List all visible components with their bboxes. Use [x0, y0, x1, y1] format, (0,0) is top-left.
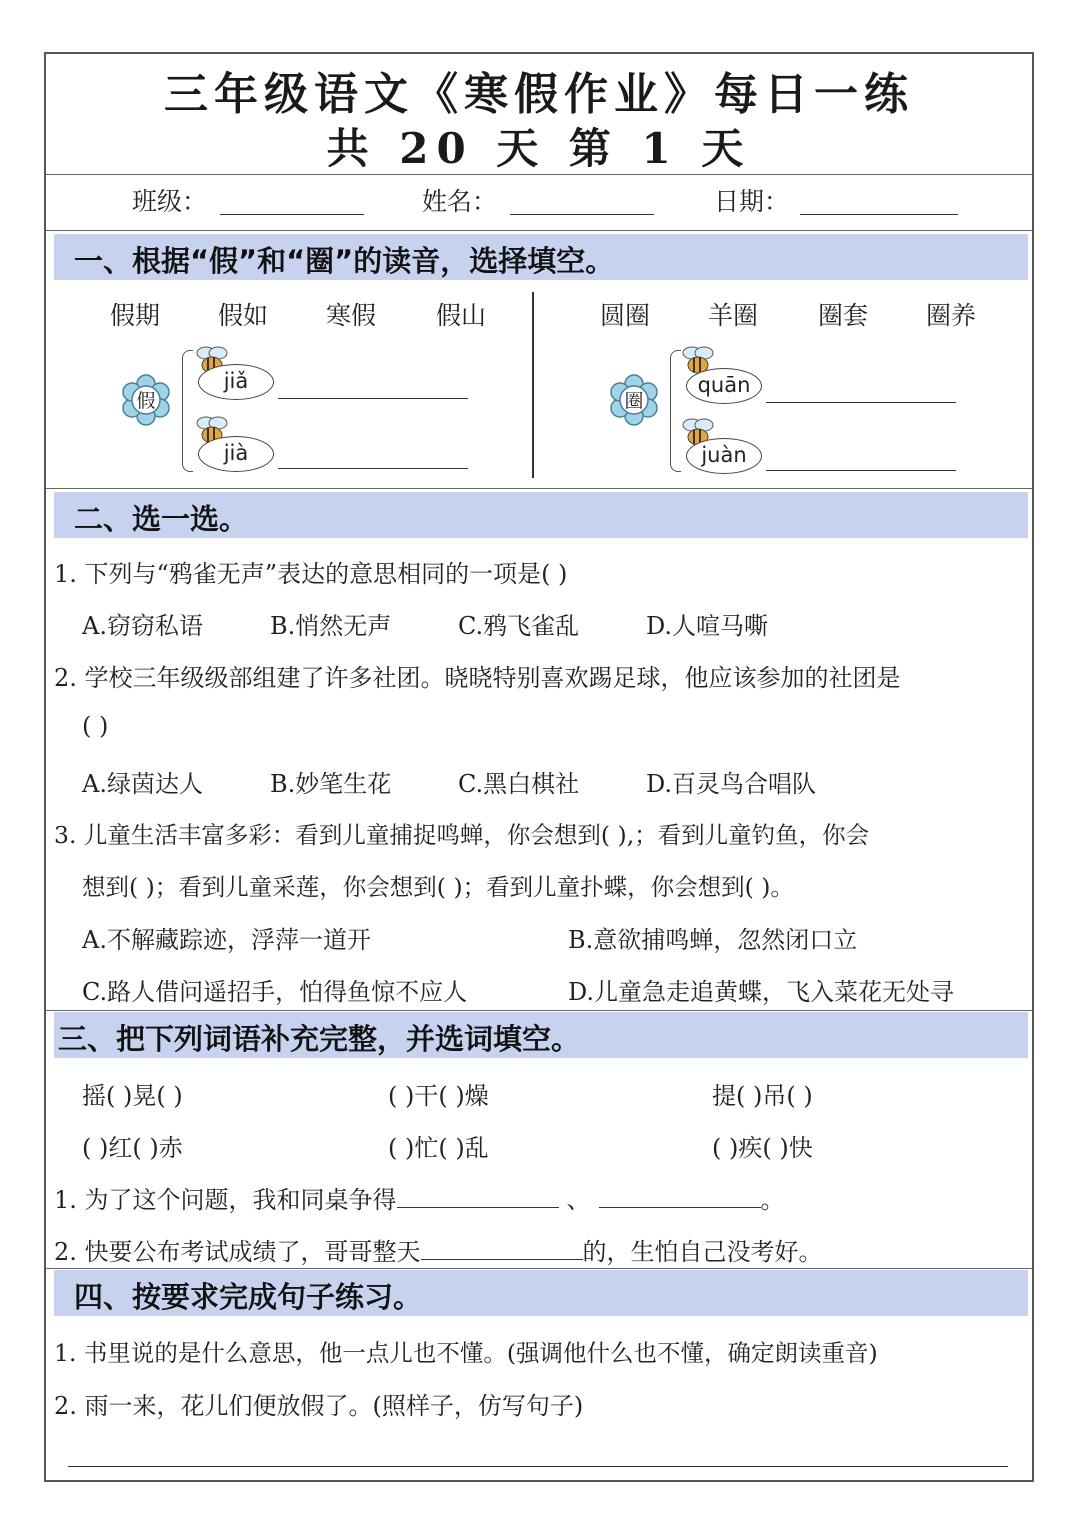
question-end: 。: [760, 1186, 785, 1214]
date-field[interactable]: [800, 214, 958, 215]
question-text: 1. 下列与“鸦雀无声”表达的意思相同的一项是( ): [54, 560, 568, 588]
word-item: 寒假: [326, 301, 377, 330]
worksheet: [44, 52, 1034, 1482]
divider: [46, 1010, 1032, 1011]
question-start: 1. 为了这个问题，我和同桌争得: [54, 1186, 397, 1214]
option-item: B.妙笔生花: [270, 770, 392, 798]
question-text: 2. 雨一来，花儿们便放假了。(照样子，仿写句子): [54, 1392, 584, 1420]
word-fill: ( )忙( )乱: [388, 1134, 489, 1162]
option-item: A.不解藏踪迹，浮萍一道开: [82, 926, 371, 954]
answer-blank[interactable]: [421, 1237, 583, 1260]
section4-heading: 四、按要求完成句子练习。: [74, 1280, 423, 1314]
divider: [46, 488, 1032, 489]
question-text: [54, 1232, 823, 1267]
word-fill: ( )疾( )快: [712, 1134, 813, 1162]
divider: [46, 1268, 1032, 1269]
option-item: D.人喧马嘶: [646, 612, 769, 640]
date-label: 日期：: [714, 187, 790, 216]
question-start: 2. 快要公布考试成绩了，哥哥整天: [54, 1238, 421, 1266]
answer-blank[interactable]: [397, 1185, 559, 1208]
name-label: 姓名：: [422, 187, 498, 216]
word-item: 圈套: [818, 301, 869, 330]
name-field[interactable]: [510, 214, 654, 215]
word-item: 圆圈: [600, 301, 651, 330]
option-item: D.儿童急走追黄蝶，飞入菜花无处寻: [568, 978, 955, 1006]
option-item: C.黑白棋社: [458, 770, 580, 798]
divider: [46, 230, 1032, 231]
question-text: [54, 1180, 785, 1215]
answer-blank[interactable]: [278, 398, 468, 399]
word-item: 圈养: [926, 301, 977, 330]
answer-blank[interactable]: [278, 468, 468, 469]
word-item: 羊圈: [708, 301, 759, 330]
answer-blank[interactable]: [766, 402, 956, 403]
divider: [46, 174, 1032, 175]
pinyin-bubble: jià: [198, 436, 274, 472]
word-fill: 提( )吊( ): [712, 1082, 813, 1110]
section1-heading: 一、根据“假”和“圈”的读音，选择填空。: [74, 244, 615, 278]
answer-paren: ( ): [82, 712, 109, 740]
class-field[interactable]: [220, 214, 364, 215]
option-item: A.窃窃私语: [82, 612, 203, 640]
question-text: 1. 书里说的是什么意思，他一点儿也不懂。(强调他什么也不懂，确定朗读重音): [54, 1339, 878, 1367]
word-item: 假山: [436, 301, 487, 330]
section-band: [54, 234, 1028, 280]
flower-char: 假: [136, 390, 156, 412]
column-divider: [532, 292, 534, 478]
option-item: C.路人借问遥招手，怕得鱼惊不应人: [82, 978, 468, 1006]
answer-line[interactable]: [68, 1466, 1008, 1467]
question-text: 想到( )；看到儿童采莲，你会想到( )；看到儿童扑蝶，你会想到( )。: [82, 873, 794, 901]
separator: 、: [566, 1186, 591, 1214]
page-subtitle: 共 20 天 第 1 天: [326, 124, 752, 173]
flower-icon: [608, 374, 660, 426]
section2-heading: 二、选一选。: [74, 502, 249, 536]
word-item: 假期: [110, 301, 161, 330]
flower-char: 圈: [624, 390, 644, 412]
pinyin-bubble: quān: [686, 368, 762, 404]
pinyin-bubble: jiǎ: [198, 364, 274, 400]
word-fill: ( )干( )燥: [388, 1082, 489, 1110]
pinyin-bubble: juàn: [686, 438, 762, 474]
word-item: 假如: [218, 301, 269, 330]
flower-icon: [120, 374, 172, 426]
word-fill: 摇( )晃( ): [82, 1082, 183, 1110]
question-text: 3. 儿童生活丰富多彩：看到儿童捕捉鸣蝉，你会想到( ),；看到儿童钓鱼，你会: [54, 821, 870, 849]
answer-blank[interactable]: [766, 470, 956, 471]
option-item: B.意欲捕鸣蝉，忽然闭口立: [568, 926, 858, 954]
answer-blank[interactable]: [599, 1185, 761, 1208]
section-band: [54, 1270, 1028, 1316]
section3-heading: 三、把下列词语补充完整，并选词填空。: [58, 1022, 581, 1056]
section-band: [54, 492, 1028, 538]
page-title: 三年级语文《寒假作业》每日一练: [164, 69, 914, 120]
option-item: A.绿茵达人: [82, 770, 203, 798]
option-item: B.悄然无声: [270, 612, 392, 640]
word-fill: ( )红( )赤: [82, 1134, 183, 1162]
question-end: 的，生怕自己没考好。: [582, 1238, 823, 1266]
option-item: D.百灵鸟合唱队: [646, 770, 817, 798]
option-item: C.鸦飞雀乱: [458, 612, 580, 640]
section-band: [54, 1012, 1028, 1058]
question-text: 2. 学校三年级级部组建了许多社团。晓晓特别喜欢踢足球，他应该参加的社团是: [54, 664, 901, 692]
class-label: 班级：: [132, 187, 208, 216]
